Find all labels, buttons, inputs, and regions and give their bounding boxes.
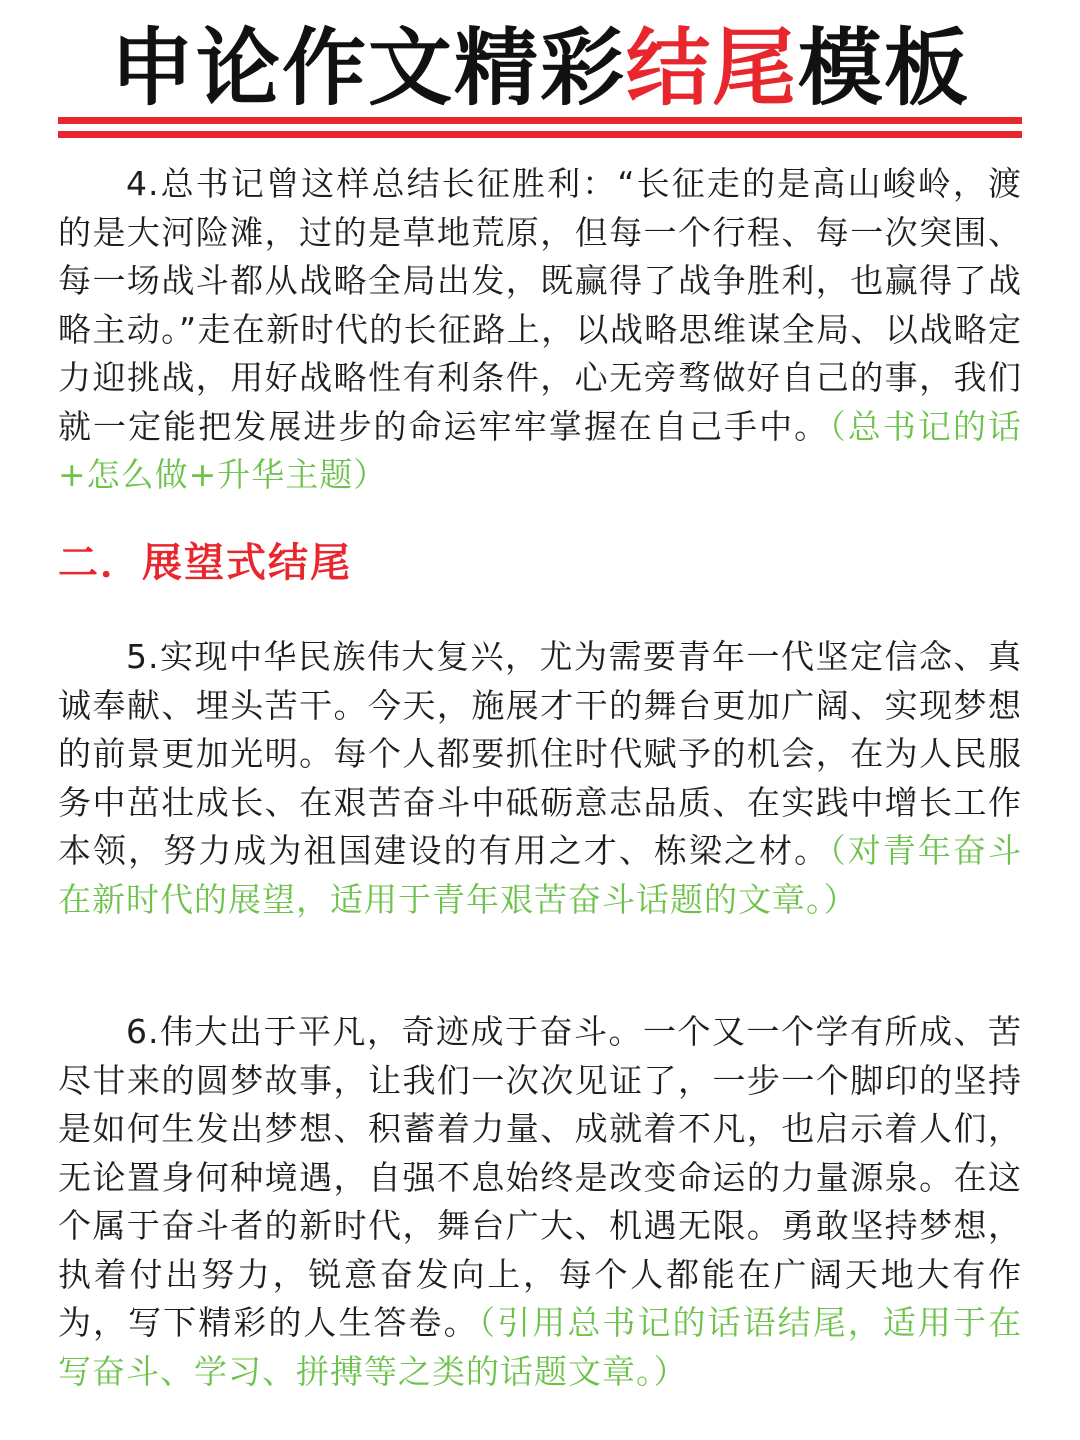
paragraph-text: 4.总书记曾这样总结长征胜利：“长征走的是高山峻岭，渡的是大河险滩，过的是草地荒原，但每一个行程、每一次突围、每一场战斗都从战略全局出发，既赢得了战争胜利，也赢得了战略主动。”走在新时代的长征路上，以战略思维谋全局、以战略定力迎挑战，用好战略性有利条件，心无旁骛做好自己的事，我们就一定能把发展进步的命运牢牢掌握在自己手中。 [58,164,1022,446]
title-end: 模板 [798,19,971,117]
title-accent: 结尾 [625,19,798,117]
title-divider-bottom [58,131,1022,138]
page-title [0,18,1080,118]
paragraph-text: 5.实现中华民族伟大复兴，尤为需要青年一代坚定信念、真诚奉献、埋头苦干。今天，施展才干的舞台更加广阔、实现梦想的前景更加光明。每个人都要抓住时代赋予的机会，在为人民服务中茁壮成长、在艰苦奋斗中砥砺意志品质、在实践中增长工作本领，努力成为祖国建设的有用之才、栋梁之材。 [58,637,1022,870]
paragraph-5 [58,633,1022,924]
title-divider-top [58,117,1022,124]
paragraph-note: （总书记的话+怎么做+升华主题） [58,406,1023,494]
paragraph-4 [58,160,1022,500]
paragraph-6 [58,1008,1022,1396]
paragraph-note: （对青年奋斗在新时代的展望，适用于青年艰苦奋斗话题的文章。） [58,831,1023,919]
section-heading: 二．展望式结尾 [58,540,352,586]
title-main: 申论作文精彩 [109,19,626,117]
paragraph-note: （引用总书记的话语结尾，适用于在写奋斗、学习、拼搏等之类的话题文章。） [58,1303,1023,1391]
paragraph-text: 6.伟大出于平凡，奇迹成于奋斗。一个又一个学有所成、苦尽甘来的圆梦故事，让我们一次次见证了，一步一个脚印的坚持是如何生发出梦想、积蓄着力量、成就着不凡，也启示着人们，无论置身何种境遇，自强不息始终是改变命运的力量源泉。在这个属于奋斗者的新时代，舞台广大、机遇无限。勇敢坚持梦想，执着付出努力，锐意奋发向上，每个人都能在广阔天地大有作为，写下精彩的人生答卷。 [58,1012,1022,1342]
